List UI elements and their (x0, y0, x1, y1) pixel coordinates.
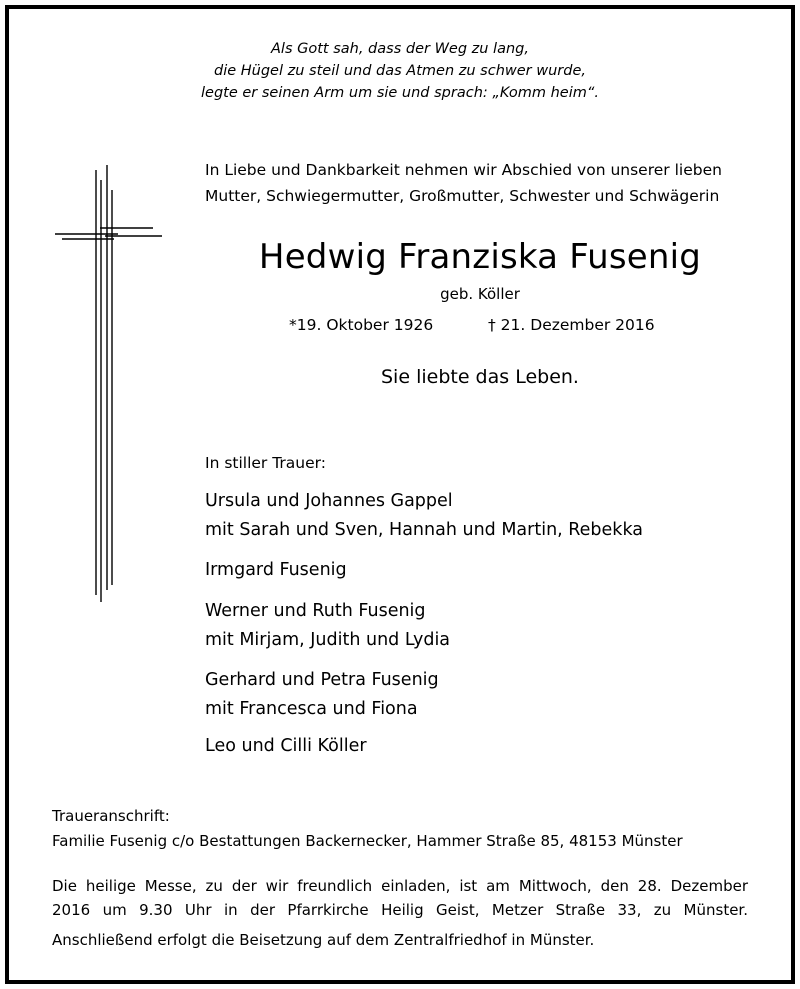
deceased-name: Hedwig Franziska Fusenig (258, 237, 702, 277)
mourner-line: mit Sarah und Sven, Hannah und Martin, Rebekka (205, 520, 643, 540)
mourner-line: Irmgard Fusenig (205, 560, 347, 580)
mourner-line: Werner und Ruth Fusenig (205, 601, 426, 621)
intro-text (205, 157, 722, 209)
poem-line: Als Gott sah, dass der Weg zu lang, (271, 41, 529, 57)
mourner-line: Gerhard und Petra Fusenig (205, 670, 439, 690)
death-date: † 21. Dezember 2016 (488, 316, 655, 334)
motto: Sie liebte das Leben. (381, 366, 579, 388)
mourner-group (205, 487, 643, 545)
address: Familie Fusenig c/o Bestattungen Backernecker, Hammer Straße 85, 48153 Münster (52, 832, 683, 850)
poem-line: legte er seinen Arm um sie und sprach: „Komm heim“. (201, 85, 599, 101)
mourner-line: mit Francesca und Fiona (205, 699, 418, 719)
mourner-group (205, 597, 450, 655)
address-label: Traueranschrift: (52, 807, 170, 825)
birth-name: geb. Köller (440, 285, 520, 303)
intro-line: Mutter, Schwiegermutter, Großmutter, Schwester und Schwägerin (205, 187, 720, 205)
mourner-group (205, 732, 367, 761)
mourner-line: mit Mirjam, Judith und Lydia (205, 630, 451, 650)
mass-info-line: Die heilige Messe, zu der wir freundlich einladen, ist am Mittwoch, den 28. Dezember (52, 877, 748, 895)
poem-line: die Hügel zu steil und das Atmen zu schwer wurde, (214, 63, 586, 79)
birth-date: *19. Oktober 1926 (289, 316, 434, 334)
mourners-heading: In stiller Trauer: (205, 454, 326, 472)
mourner-line: Ursula und Johannes Gappel (205, 491, 453, 511)
intro-line: In Liebe und Dankbarkeit nehmen wir Abschied von unserer lieben (205, 161, 722, 179)
mourner-line: Leo und Cilli Köller (205, 736, 367, 756)
mass-info-line: 2016 um 9.30 Uhr in der Pfarrkirche Heilig Geist, Metzer Straße 33, zu Münster. (52, 901, 748, 919)
burial-info: Anschließend erfolgt die Beisetzung auf dem Zentralfriedhof in Münster. (52, 931, 595, 949)
mourner-group (205, 556, 347, 585)
poem (0, 38, 800, 104)
mourner-group (205, 666, 439, 724)
